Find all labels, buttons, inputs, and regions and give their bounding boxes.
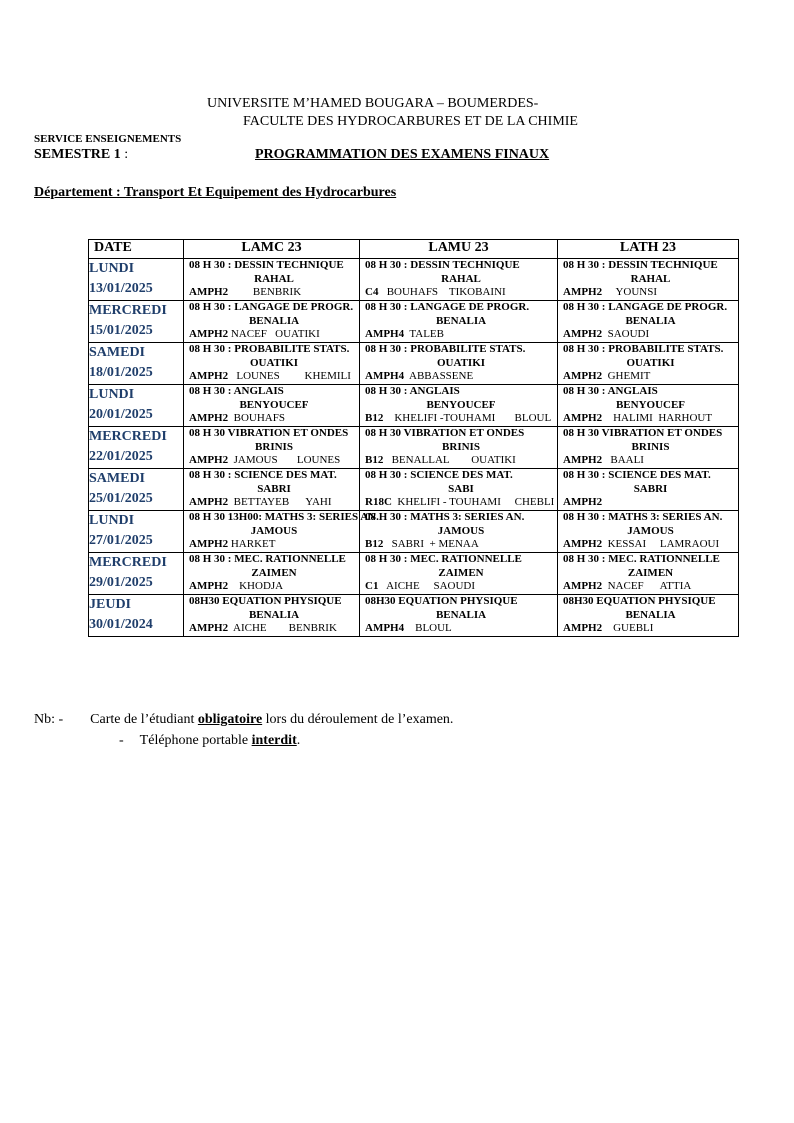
- exam-teacher: JAMOUS: [250, 524, 298, 537]
- exam-info: [558, 553, 738, 594]
- exam-room: AMPH2: [189, 538, 229, 550]
- exam-invigilators: YOUNSI: [602, 286, 658, 298]
- faculty-title: FACULTE DES HYDROCARBURES ET DE LA CHIMIE: [243, 114, 578, 129]
- exam-invigilators: TALEB: [404, 328, 444, 340]
- exam-teacher: ZAIMEN: [627, 566, 674, 579]
- exam-info: [558, 343, 738, 384]
- date-cell: [89, 511, 184, 553]
- exam-cell: [360, 469, 558, 511]
- exam-cell: [360, 427, 558, 469]
- exam-room: AMPH2: [189, 454, 229, 466]
- header-lath23: LATH 23: [558, 240, 739, 259]
- exam-invigilators: GUEBLI: [602, 622, 654, 634]
- exam-teacher: BRINIS: [631, 440, 670, 453]
- exam-room: AMPH4: [365, 328, 405, 340]
- day-name: MERCREDI: [89, 429, 167, 444]
- date-cell: [89, 553, 184, 595]
- exam-date: 20/01/2025: [89, 407, 153, 422]
- exam-subject: 08 H 30 : MEC. RATIONNELLE: [563, 553, 720, 565]
- exam-teacher: JAMOUS: [437, 524, 485, 537]
- exam-invigilators: BLOUL: [404, 622, 452, 634]
- exam-cell: [360, 343, 558, 385]
- day-name: LUNDI: [89, 387, 135, 402]
- exam-teacher: BENALIA: [248, 608, 300, 621]
- exam-teacher: BRINIS: [442, 440, 480, 453]
- exam-room-staff: [189, 370, 359, 384]
- exam-room: AMPH2: [189, 328, 229, 340]
- exam-teacher: OUATIKI: [249, 356, 299, 369]
- exam-cell: [558, 259, 739, 301]
- exam-teacher: BENYOUCEF: [239, 398, 309, 411]
- exam-info: [558, 469, 738, 510]
- exam-info: [360, 385, 557, 426]
- exam-subject: 08 H 30 : ANGLAIS: [189, 385, 284, 397]
- exam-info: [184, 469, 359, 510]
- date-cell: [89, 259, 184, 301]
- exam-room: AMPH2: [189, 580, 229, 592]
- exam-room: AMPH2: [189, 286, 229, 298]
- date-cell: [89, 595, 184, 637]
- exam-room-staff: [365, 454, 557, 468]
- note-line-2: [119, 733, 300, 749]
- exam-invigilators: LOUNES KHEMILI: [228, 370, 351, 382]
- exam-subject: 08H30 EQUATION PHYSIQUE: [563, 595, 716, 607]
- exam-info: [360, 511, 557, 552]
- exam-cell: [360, 301, 558, 343]
- exam-invigilators: BOUHAFS TIKOBAINI: [378, 286, 506, 298]
- exam-cell: [184, 427, 360, 469]
- exam-invigilators: HALIMI HARHOUT: [602, 412, 713, 424]
- table-row: [89, 595, 739, 637]
- exam-teacher: BENALIA: [625, 608, 676, 621]
- exam-subject: 08 H 30 : MEC. RATIONNELLE: [189, 553, 346, 565]
- exam-subject: 08 H 30 : DESSIN TECHNIQUE: [365, 259, 520, 271]
- header-lamu23: LAMU 23: [360, 240, 558, 259]
- exam-cell: [360, 553, 558, 595]
- date-cell: [89, 343, 184, 385]
- exam-invigilators: KHODJA: [228, 580, 284, 592]
- exam-info: [360, 259, 557, 300]
- exam-teacher: BENALIA: [435, 608, 487, 621]
- exam-date: 30/01/2024: [89, 617, 153, 632]
- exam-date: 18/01/2025: [89, 365, 153, 380]
- table-row: [89, 301, 739, 343]
- exam-teacher: RAHAL: [630, 272, 671, 285]
- exam-subject: 08 H 30 VIBRATION ET ONDES: [189, 427, 349, 439]
- table-header-row: [89, 240, 739, 259]
- exam-room: AMPH2: [189, 370, 229, 382]
- exam-room: AMPH2: [563, 622, 603, 634]
- exam-subject: 08 H 30 : ANGLAIS: [365, 385, 460, 397]
- exam-room-staff: [189, 412, 359, 426]
- note-1-end: lors du déroulement de l’examen.: [262, 712, 454, 727]
- day-name: JEUDI: [89, 597, 132, 612]
- exam-room-staff: [365, 412, 557, 426]
- exam-date: 22/01/2025: [89, 449, 153, 464]
- exam-info: [184, 385, 359, 426]
- exam-room: AMPH4: [365, 370, 405, 382]
- exam-schedule-table: [88, 239, 739, 637]
- exam-room: C4: [365, 286, 379, 298]
- exam-invigilators: ABBASSENE: [404, 370, 474, 382]
- exam-room-staff: [563, 496, 738, 510]
- exam-info: [360, 343, 557, 384]
- exam-subject: 08 H 30 : MEC. RATIONNELLE: [365, 553, 522, 565]
- exam-invigilators: BETTAYEB YAHI: [228, 496, 332, 508]
- exam-teacher: ZAIMEN: [438, 566, 484, 579]
- exam-info: [360, 469, 557, 510]
- exam-teacher: RAHAL: [254, 272, 294, 285]
- exam-info: [558, 259, 738, 300]
- exam-room-staff: [563, 328, 738, 342]
- day-name: SAMEDI: [89, 471, 146, 486]
- exam-room-staff: [189, 328, 359, 342]
- exam-room-staff: [563, 622, 738, 636]
- header-lamc23: LAMC 23: [184, 240, 360, 259]
- exam-invigilators: AICHE BENBRIK: [228, 622, 337, 634]
- exam-room-staff: [189, 580, 359, 594]
- exam-room: AMPH2: [563, 496, 603, 508]
- exam-room-staff: [365, 328, 557, 342]
- exam-room: AMPH2: [563, 370, 603, 382]
- exam-cell: [558, 511, 739, 553]
- programme-title: PROGRAMMATION DES EXAMENS FINAUX: [255, 147, 550, 162]
- exam-info: [360, 427, 557, 468]
- exam-info: [184, 259, 359, 300]
- note-2-bullet: -: [119, 733, 124, 748]
- exam-cell: [558, 301, 739, 343]
- exam-subject: 08 H 30 : LANGAGE DE PROGR.: [189, 301, 354, 313]
- exam-teacher: SABRI: [257, 482, 291, 495]
- exam-teacher: OUATIKI: [436, 356, 486, 369]
- exam-room: AMPH2: [563, 286, 603, 298]
- exam-room-staff: [365, 622, 557, 636]
- exam-subject: 08 H 30 : DESSIN TECHNIQUE: [563, 259, 718, 271]
- exam-teacher: BENALIA: [248, 314, 300, 327]
- exam-cell: [558, 343, 739, 385]
- exam-room-staff: [365, 580, 557, 594]
- exam-room-staff: [563, 370, 738, 384]
- exam-subject: 08 H 30 : PROBABILITE STATS.: [365, 343, 526, 355]
- date-cell: [89, 427, 184, 469]
- day-name: LUNDI: [89, 261, 135, 276]
- exam-cell: [184, 259, 360, 301]
- exam-subject: 08 H 30 : LANGAGE DE PROGR.: [365, 301, 530, 313]
- exam-subject: 08 H 30 13H00: MATHS 3: SERIES AN.: [189, 511, 379, 523]
- exam-teacher: BRINIS: [255, 440, 293, 453]
- exam-invigilators: BAALI: [602, 454, 644, 466]
- exam-invigilators: KESSAI LAMRAOUI: [602, 538, 720, 550]
- university-title: UNIVERSITE M’HAMED BOUGARA – BOUMERDES-: [207, 96, 539, 111]
- note-prefix: Nb: -: [34, 712, 64, 727]
- exam-date: 29/01/2025: [89, 575, 153, 590]
- exam-cell: [360, 511, 558, 553]
- exam-cell: [184, 595, 360, 637]
- exam-cell: [558, 469, 739, 511]
- exam-subject: 08 H 30 VIBRATION ET ONDES: [563, 427, 723, 439]
- exam-cell: [558, 385, 739, 427]
- exam-room: B12: [365, 454, 384, 466]
- exam-room-staff: [563, 538, 738, 552]
- exam-info: [184, 301, 359, 342]
- exam-subject: 08 H 30 VIBRATION ET ONDES: [365, 427, 525, 439]
- department-title: Département : Transport Et Equipement des Hydrocarbures: [34, 185, 397, 200]
- exam-teacher: BENYOUCEF: [615, 398, 686, 411]
- exam-cell: [184, 553, 360, 595]
- exam-date: 13/01/2025: [89, 281, 153, 296]
- exam-subject: 08 H 30 : PROBABILITE STATS.: [189, 343, 350, 355]
- exam-info: [184, 595, 359, 636]
- exam-room: AMPH2: [563, 412, 603, 424]
- exam-teacher: BENALIA: [625, 314, 676, 327]
- exam-room-staff: [189, 286, 359, 300]
- exam-room-staff: [563, 454, 738, 468]
- exam-teacher: RAHAL: [441, 272, 481, 285]
- header-date: DATE: [89, 240, 184, 259]
- table-row: [89, 553, 739, 595]
- exam-cell: [558, 553, 739, 595]
- exam-room: R18C: [365, 496, 392, 508]
- day-name: MERCREDI: [89, 555, 167, 570]
- semester-label: [34, 147, 128, 163]
- table-row: [89, 511, 739, 553]
- exam-cell: [558, 595, 739, 637]
- exam-invigilators: SAOUDI: [602, 328, 650, 340]
- exam-invigilators: KHELIFI -TOUHAMI BLOUL: [383, 412, 552, 424]
- note-2-emphasis: interdit: [251, 733, 297, 748]
- exam-room-staff: [365, 496, 557, 510]
- table-row: [89, 385, 739, 427]
- exam-room: AMPH2: [563, 454, 603, 466]
- date-cell: [89, 385, 184, 427]
- exam-invigilators: GHEMIT: [602, 370, 651, 382]
- exam-room: C1: [365, 580, 379, 592]
- exam-subject: 08H30 EQUATION PHYSIQUE: [189, 595, 342, 607]
- exam-info: [558, 385, 738, 426]
- note-1-text: Carte de l’étudiant: [90, 712, 198, 727]
- service-label: SERVICE ENSEIGNEMENTS: [34, 133, 182, 145]
- exam-teacher: BENYOUCEF: [426, 398, 496, 411]
- exam-subject: 08H30 EQUATION PHYSIQUE: [365, 595, 518, 607]
- exam-room: B12: [365, 538, 384, 550]
- exam-date: 25/01/2025: [89, 491, 153, 506]
- day-name: MERCREDI: [89, 303, 167, 318]
- exam-invigilators: AICHE SAOUDI: [378, 580, 476, 592]
- exam-cell: [184, 469, 360, 511]
- exam-invigilators: SABRI + MENAA: [383, 538, 479, 550]
- note-1-emphasis: obligatoire: [197, 712, 263, 727]
- exam-room-staff: [563, 286, 738, 300]
- exam-invigilators: BENALLAL OUATIKI: [383, 454, 516, 466]
- exam-room: AMPH2: [563, 538, 603, 550]
- table-row: [89, 427, 739, 469]
- exam-room-staff: [563, 580, 738, 594]
- exam-cell: [184, 343, 360, 385]
- exam-room: AMPH2: [563, 328, 603, 340]
- exam-info: [558, 427, 738, 468]
- exam-room: AMPH2: [189, 622, 229, 634]
- day-name: SAMEDI: [89, 345, 146, 360]
- note-2-text: Téléphone portable: [139, 733, 252, 748]
- semester-text: SEMESTRE 1: [34, 147, 121, 162]
- exam-room: AMPH2: [563, 580, 603, 592]
- exam-invigilators: NACEF OUATIKI: [228, 328, 320, 340]
- exam-room-staff: [189, 622, 359, 636]
- note-2-end: .: [296, 733, 301, 748]
- exam-date: 27/01/2025: [89, 533, 153, 548]
- date-cell: [89, 301, 184, 343]
- exam-info: [184, 343, 359, 384]
- exam-cell: [558, 427, 739, 469]
- exam-invigilators: HARKET: [228, 538, 276, 550]
- exam-teacher: ZAIMEN: [251, 566, 297, 579]
- exam-info: [360, 301, 557, 342]
- day-name: LUNDI: [89, 513, 135, 528]
- note-line-1: [34, 712, 453, 728]
- exam-info: [184, 553, 359, 594]
- exam-teacher: SABRI: [633, 482, 668, 495]
- exam-invigilators: JAMOUS LOUNES: [228, 454, 341, 466]
- exam-room-staff: [365, 370, 557, 384]
- exam-room-staff: [189, 496, 359, 510]
- exam-invigilators: KHELIFI - TOUHAMI CHEBLI: [391, 496, 555, 508]
- exam-subject: 08 H 30 : MATHS 3: SERIES AN.: [365, 511, 525, 523]
- exam-info: [558, 595, 738, 636]
- exam-room-staff: [365, 286, 557, 300]
- exam-cell: [184, 385, 360, 427]
- exam-cell: [360, 259, 558, 301]
- exam-teacher: OUATIKI: [626, 356, 675, 369]
- exam-room: AMPH2: [189, 496, 229, 508]
- table-row: [89, 469, 739, 511]
- exam-room: B12: [365, 412, 384, 424]
- exam-invigilators: NACEF ATTIA: [602, 580, 692, 592]
- exam-date: 15/01/2025: [89, 323, 153, 338]
- exam-info: [360, 553, 557, 594]
- exam-invigilators: BOUHAFS: [228, 412, 285, 424]
- exam-room: AMPH2: [189, 412, 229, 424]
- table-row: [89, 259, 739, 301]
- exam-room-staff: [189, 538, 359, 552]
- exam-info: [558, 511, 738, 552]
- exam-subject: 08 H 30 : SCIENCE DES MAT.: [563, 469, 711, 481]
- exam-subject: 08 H 30 : DESSIN TECHNIQUE: [189, 259, 344, 271]
- exam-info: [360, 595, 557, 636]
- exam-teacher: BENALIA: [435, 314, 487, 327]
- exam-info: [184, 427, 359, 468]
- exam-subject: 08 H 30 : LANGAGE DE PROGR.: [563, 301, 728, 313]
- exam-subject: 08 H 30 : SCIENCE DES MAT.: [365, 469, 513, 481]
- semester-separator: :: [120, 147, 129, 162]
- exam-subject: 08 H 30 : MATHS 3: SERIES AN.: [563, 511, 723, 523]
- exam-room-staff: [365, 538, 557, 552]
- exam-subject: 08 H 30 : PROBABILITE STATS.: [563, 343, 724, 355]
- exam-subject: 08 H 30 : ANGLAIS: [563, 385, 658, 397]
- exam-subject: 08 H 30 : SCIENCE DES MAT.: [189, 469, 337, 481]
- exam-room-staff: [189, 454, 359, 468]
- exam-room-staff: [563, 412, 738, 426]
- exam-room: AMPH4: [365, 622, 405, 634]
- table-row: [89, 343, 739, 385]
- exam-cell: [360, 595, 558, 637]
- exam-info: [558, 301, 738, 342]
- exam-teacher: SABI: [448, 482, 474, 495]
- exam-cell: [184, 301, 360, 343]
- date-cell: [89, 469, 184, 511]
- exam-cell: [360, 385, 558, 427]
- exam-invigilators: BENBRIK: [228, 286, 302, 298]
- exam-teacher: JAMOUS: [627, 524, 674, 537]
